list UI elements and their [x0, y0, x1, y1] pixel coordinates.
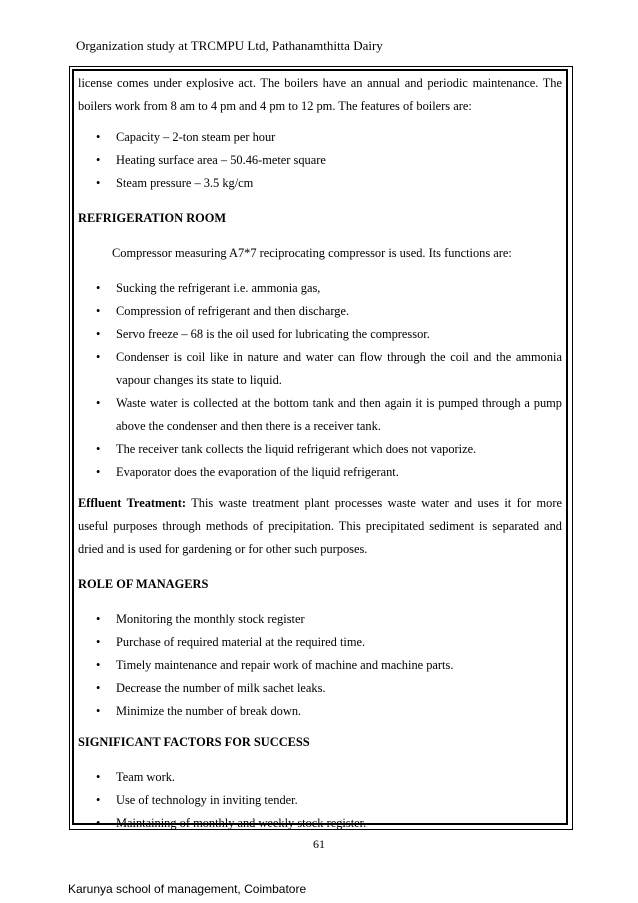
list-item-text: Waste water is collected at the bottom tank and then again it is pumped through a pump above the condenser and then there is a receiver tank.: [116, 396, 562, 433]
list-item-text: Condenser is coil like in nature and water can flow through the coil and the ammonia vapour changes its state to liquid.: [116, 350, 562, 387]
list-item-text: Sucking the refrigerant i.e. ammonia gas,: [116, 281, 321, 295]
bullet-icon: •: [96, 704, 101, 718]
list-item: [78, 812, 562, 835]
list-item: [78, 766, 562, 789]
list-item: [78, 654, 562, 677]
bullet-icon: •: [96, 327, 101, 341]
list-item-text: Use of technology in inviting tender.: [116, 793, 298, 807]
list-item: [78, 149, 562, 172]
managers-list: [78, 608, 562, 723]
effluent-label: Effluent Treatment:: [78, 496, 186, 510]
refrigeration-intro: Compressor measuring A7*7 reciprocating compressor is used. Its functions are:: [112, 246, 512, 260]
list-item-text: Team work.: [116, 770, 176, 784]
list-item-text: Capacity – 2-ton steam per hour: [116, 130, 276, 144]
bullet-icon: •: [96, 153, 101, 167]
bullet-icon: •: [96, 612, 101, 626]
page-content: [78, 72, 562, 835]
list-item-text: Timely maintenance and repair work of machine and machine parts.: [116, 658, 454, 672]
managers-heading: ROLE OF MANAGERS: [78, 577, 209, 591]
list-item: [78, 789, 562, 812]
list-item-text: Purchase of required material at the required time.: [116, 635, 366, 649]
page-number: 61: [313, 837, 325, 851]
bullet-icon: •: [96, 130, 101, 144]
success-list: [78, 766, 562, 835]
bullet-icon: •: [96, 770, 101, 784]
list-item-text: Steam pressure – 3.5 kg/cm: [116, 176, 254, 190]
list-item: [78, 438, 562, 461]
list-item-text: Maintaining of monthly and weekly stock register.: [116, 816, 367, 830]
bullet-icon: •: [96, 465, 101, 479]
effluent-paragraph: [78, 492, 562, 561]
list-item-text: Servo freeze – 68 is the oil used for lubricating the compressor.: [116, 327, 430, 341]
bullet-icon: •: [96, 816, 101, 830]
intro-paragraph: license comes under explosive act. The boilers have an annual and periodic maintenance. The boilers work from 8 am to 4 pm and 4 pm to 12 pm. The features of boilers are:: [78, 76, 562, 113]
page-header: Organization study at TRCMPU Ltd, Pathanamthitta Dairy: [76, 38, 383, 53]
page-footer: Karunya school of management, Coimbatore: [68, 882, 307, 896]
list-item: [78, 172, 562, 195]
bullet-icon: •: [96, 176, 101, 190]
list-item: [78, 323, 562, 346]
list-item: [78, 392, 562, 438]
refrigeration-list: [78, 277, 562, 484]
list-item-text: Decrease the number of milk sachet leaks.: [116, 681, 326, 695]
success-heading: SIGNIFICANT FACTORS FOR SUCCESS: [78, 735, 310, 749]
list-item: [78, 677, 562, 700]
list-item: [78, 608, 562, 631]
list-item-text: Evaporator does the evaporation of the liquid refrigerant.: [116, 465, 399, 479]
bullet-icon: •: [96, 635, 101, 649]
boiler-features-list: [78, 126, 562, 195]
bullet-icon: •: [96, 396, 101, 410]
list-item: [78, 277, 562, 300]
bullet-icon: •: [96, 681, 101, 695]
list-item-text: The receiver tank collects the liquid refrigerant which does not vaporize.: [116, 442, 477, 456]
refrigeration-heading: REFRIGERATION ROOM: [78, 211, 227, 225]
list-item: [78, 461, 562, 484]
bullet-icon: •: [96, 350, 101, 364]
bullet-icon: •: [96, 304, 101, 318]
list-item-text: Heating surface area – 50.46-meter square: [116, 153, 326, 167]
bullet-icon: •: [96, 281, 101, 295]
list-item: [78, 300, 562, 323]
bullet-icon: •: [96, 793, 101, 807]
list-item: [78, 700, 562, 723]
list-item-text: Monitoring the monthly stock register: [116, 612, 305, 626]
effluent-text: This waste treatment plant processes waste water and uses it for more useful purposes through methods of precipitation. This precipitated sediment is separated and dried and is used for gardening or for other such purposes.: [78, 496, 562, 556]
list-item-text: Compression of refrigerant and then discharge.: [116, 304, 350, 318]
list-item: [78, 126, 562, 149]
bullet-icon: •: [96, 442, 101, 456]
bullet-icon: •: [96, 658, 101, 672]
list-item: [78, 346, 562, 392]
list-item: [78, 631, 562, 654]
list-item-text: Minimize the number of break down.: [116, 704, 302, 718]
